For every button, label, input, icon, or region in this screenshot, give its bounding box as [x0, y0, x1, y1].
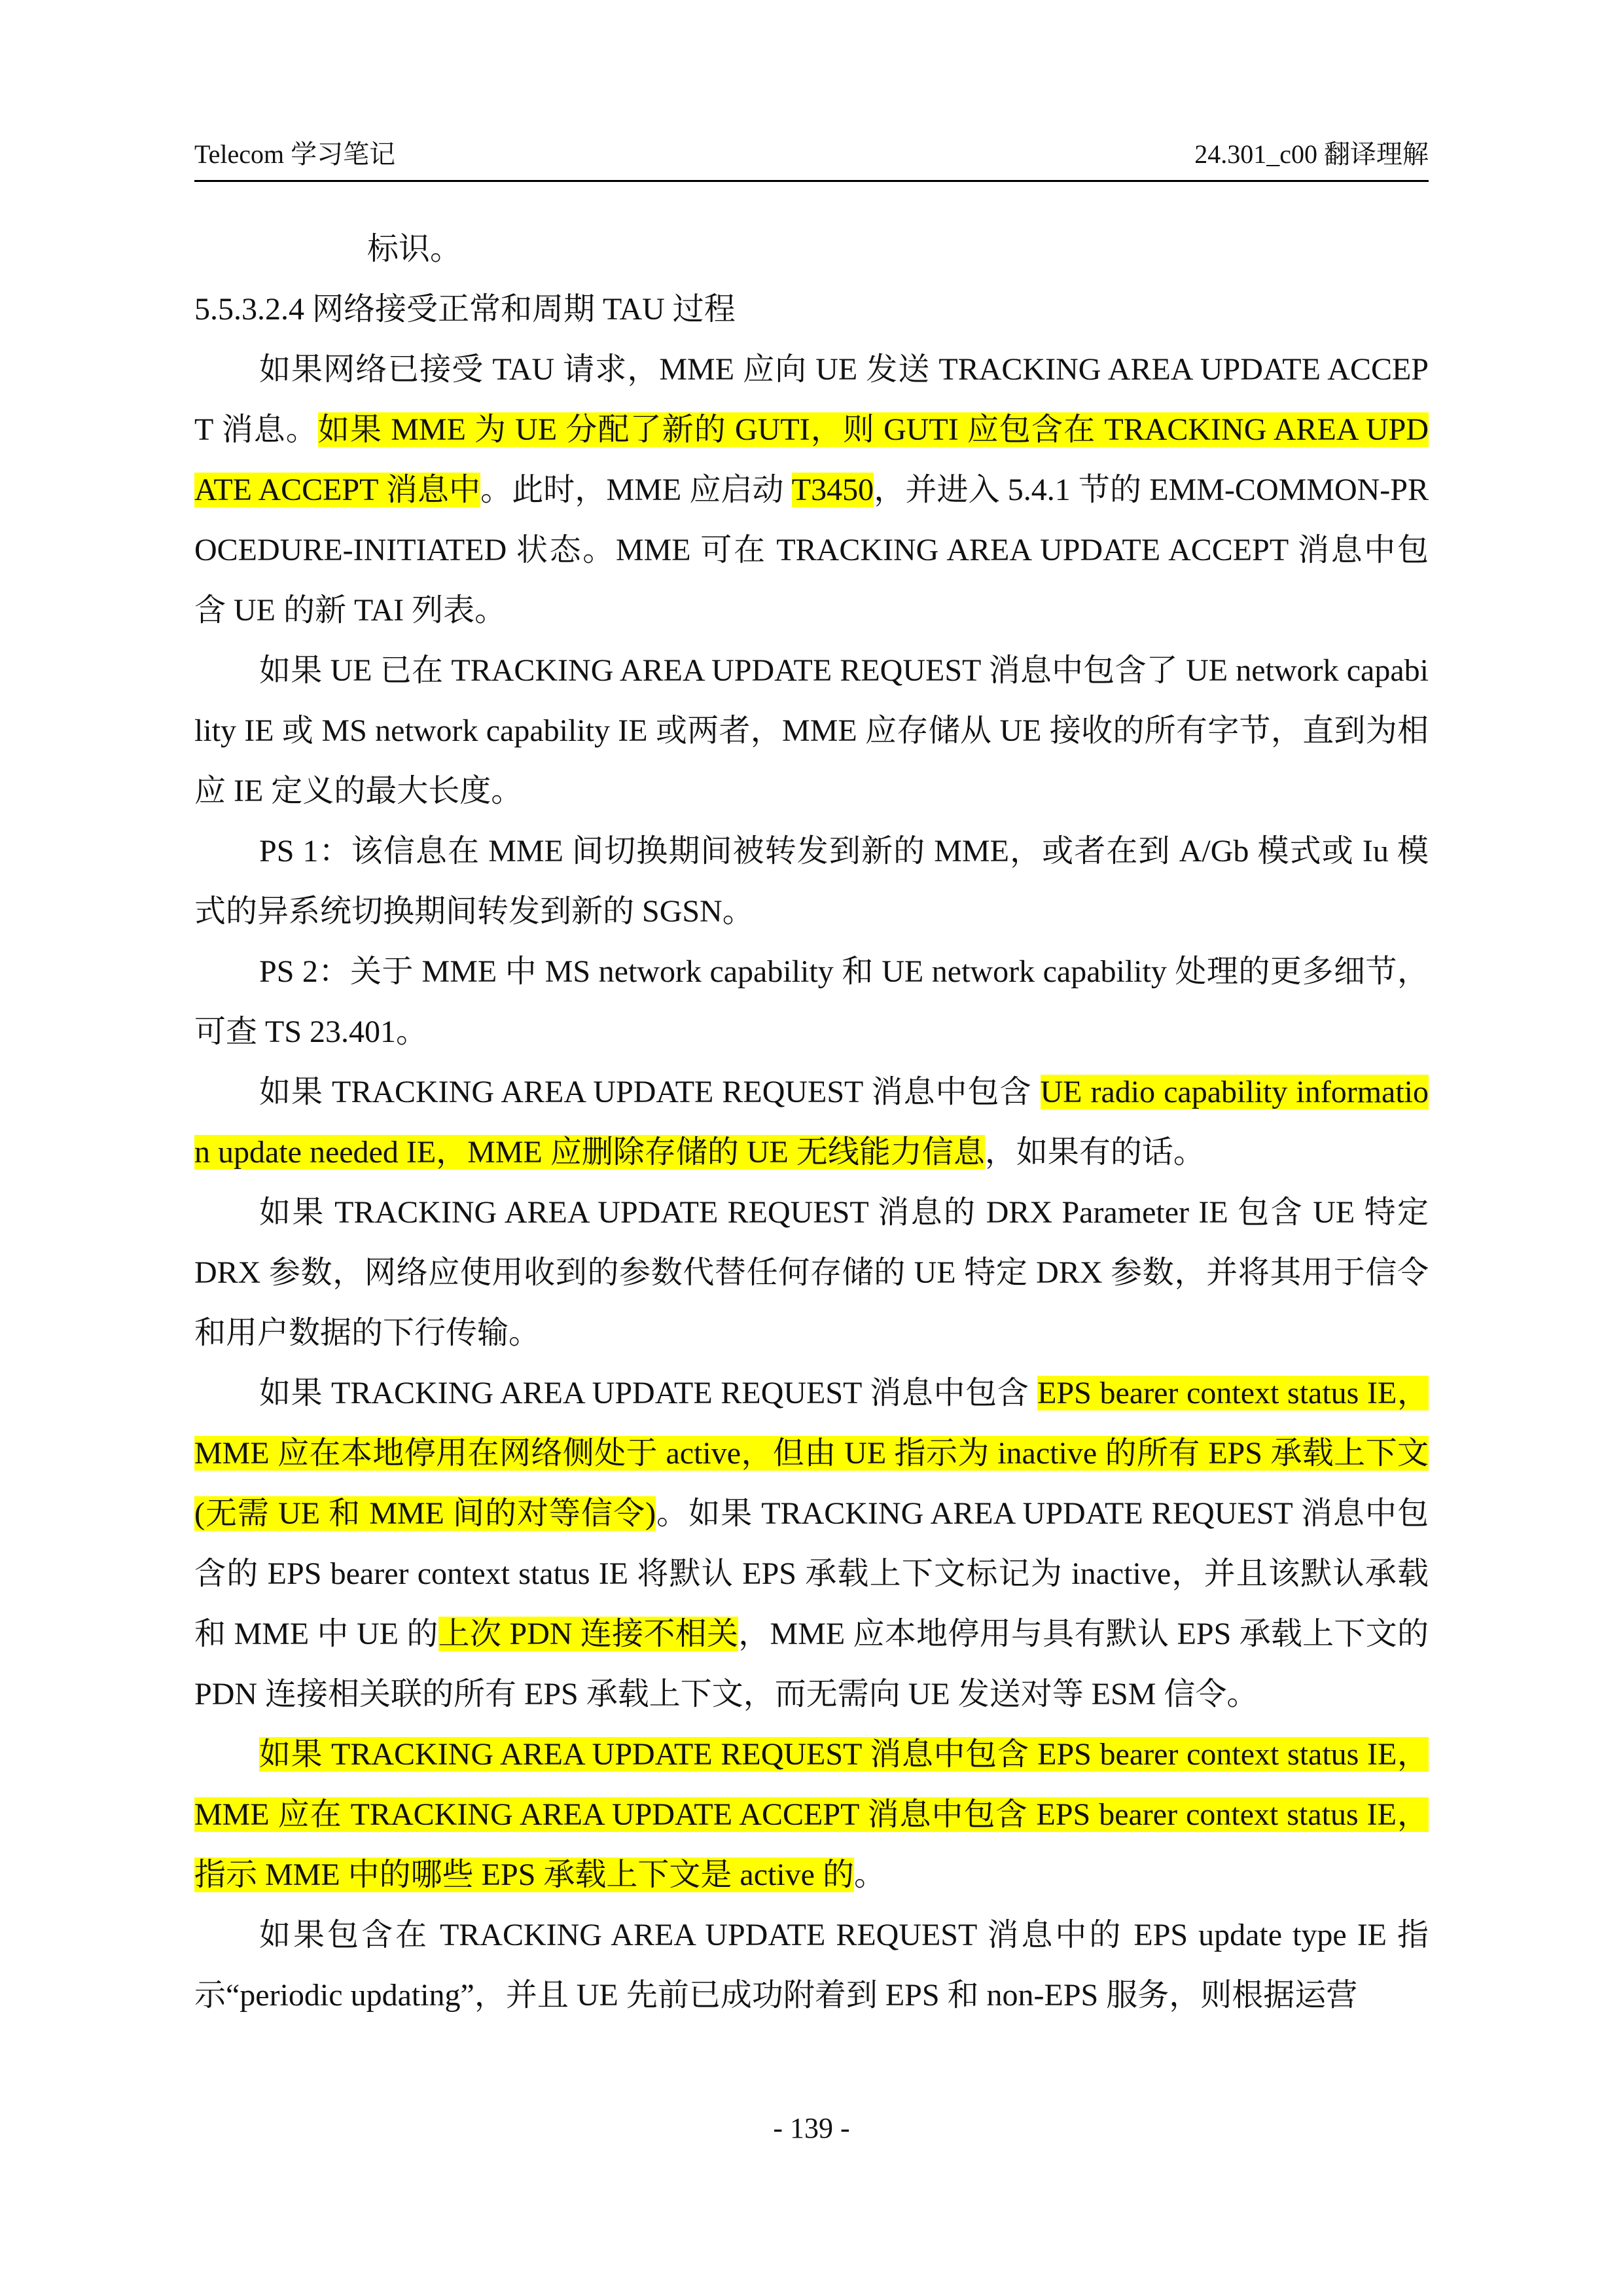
highlighted-text: 如果 TRACKING AREA UPDATE REQUEST 消息中包含 EPS bearer context status IE，MME 应在 TRACKING AREA UPDATE ACCEPT 消息中包含 EPS bearer context status IE，指示 MME 中的哪些 EPS 承载上下文是 active 的 [194, 1737, 1429, 1892]
paragraph-ps1 [194, 821, 1429, 942]
text-segment: 如果 TRACKING AREA UPDATE REQUEST 消息的 DRX Parameter IE 包含 UE 特定 DRX 参数，网络应使用收到的参数代替任何存储的 UE 特定 DRX 参数，并将其用于信令和用户数据的下行传输。 [194, 1195, 1429, 1350]
text-segment: 如果包含在 TRACKING AREA UPDATE REQUEST 消息中的 EPS update type IE 指示“periodic updating”，并且 UE 先前已成功附着到 EPS 和 non-EPS 服务，则根据运营 [194, 1918, 1429, 2013]
text-segment: 如果 TRACKING AREA UPDATE REQUEST 消息中包含 [259, 1075, 1041, 1109]
paragraph-8 [194, 1725, 1429, 1905]
paragraph-9 [194, 1905, 1429, 2026]
text-segment: 。此时，MME 应启动 [480, 473, 792, 507]
text-segment: ，MME 应本地停用与具有默认 EPS 承载上下文的 PDN 连接相关联的所有 EPS 承载上下文，而无需向 UE 发送对等 ESM 信令。 [194, 1617, 1429, 1712]
text-segment: 。如果 TRACKING AREA UPDATE REQUEST 消息中包含的 EPS bearer context status IE 将默认 EPS 承载上下文标记为 inactive，并且该默认承载和 MME 中 UE 的 [194, 1496, 1429, 1651]
highlighted-text: 上次 PDN 连接不相关 [438, 1617, 739, 1651]
text-segment: 如果 UE 已在 TRACKING AREA UPDATE REQUEST 消息中包含了 UE network capability IE 或 MS network capability IE 或两者，MME 应存储从 UE 接收的所有字节，直到为相应 IE 定义的最大长度。 [194, 653, 1429, 808]
paragraph-6 [194, 1183, 1429, 1363]
highlighted-text: 如果 MME 为 UE 分配了新的 GUTI，则 GUTI 应包含在 TRACKING AREA UPDATE ACCEPT 消息中 [194, 412, 1429, 507]
text-segment: ，如果有的话。 [984, 1135, 1205, 1170]
page-number: - 139 - [773, 2112, 850, 2144]
carryover-text: 标识。 [367, 232, 462, 266]
text-segment: PS 1：该信息在 MME 间切换期间被转发到新的 MME，或者在到 A/Gb 模式或 Iu 模式的异系统切换期间转发到新的 SGSN。 [194, 834, 1429, 929]
text-segment: PS 2：关于 MME 中 MS network capability 和 UE network capability 处理的更多细节，可查 TS 23.401。 [194, 954, 1429, 1049]
highlighted-text: UE radio capability information update needed IE，MME 应删除存储的 UE 无线能力信息 [194, 1075, 1429, 1170]
section-heading: 5.5.3.2.4 网络接受正常和周期 TAU 过程 [194, 292, 736, 327]
page-header [194, 134, 1429, 182]
header-title-right: 24.301_c00 翻译理解 [1194, 139, 1429, 169]
header-title-left: Telecom 学习笔记 [194, 139, 396, 169]
text-segment: 如果 TRACKING AREA UPDATE REQUEST 消息中包含 [259, 1376, 1038, 1410]
document-body [194, 219, 1429, 2026]
paragraph-1 [194, 340, 1429, 641]
paragraph-7 [194, 1363, 1429, 1725]
text-segment: 。 [853, 1857, 885, 1892]
paragraph-ps2 [194, 942, 1429, 1062]
paragraph-2 [194, 641, 1429, 821]
text-segment: ，并进入 5.4.1 节的 EMM-COMMON-PROCEDURE-INITIATED 状态。MME 可在 TRACKING AREA UPDATE ACCEPT 消息中包含 UE 的新 TAI 列表。 [194, 473, 1429, 628]
highlighted-text: T3450 [791, 473, 874, 507]
paragraph-5 [194, 1062, 1429, 1183]
text-segment: 如果网络已接受 TAU 请求，MME 应向 UE 发送 TRACKING AREA UPDATE ACCEPT 消息。 [194, 352, 1429, 447]
highlighted-text: EPS bearer context status IE，MME 应在本地停用在网络侧处于 active，但由 UE 指示为 inactive 的所有 EPS 承载上下文(无需 UE 和 MME 间的对等信令) [194, 1376, 1429, 1531]
